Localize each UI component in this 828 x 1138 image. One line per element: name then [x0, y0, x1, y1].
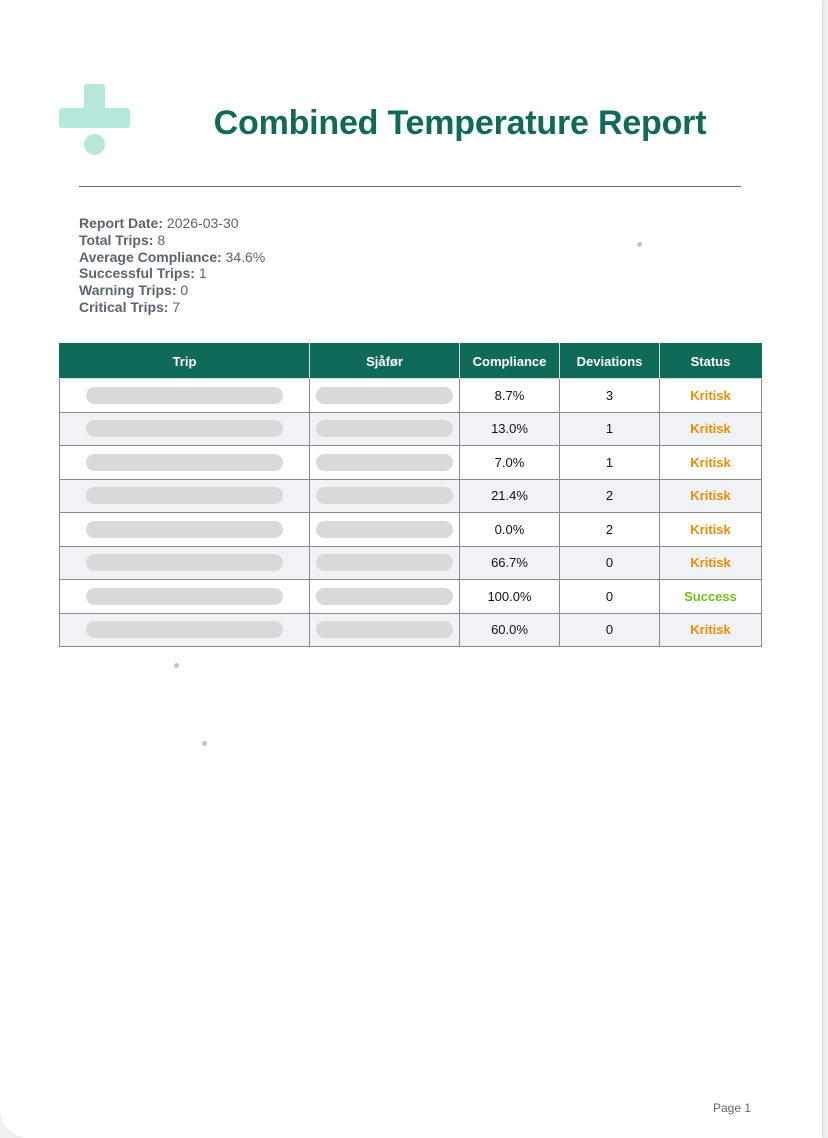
summary-value: 0 — [180, 282, 189, 299]
deviations-cell: 0 — [560, 580, 660, 614]
redacted-trip-name — [86, 521, 283, 538]
compliance-cell: 100.0% — [460, 580, 560, 614]
summary-warning-trips — [79, 282, 265, 299]
summary-label: Average Compliance: — [79, 248, 222, 265]
driver-cell — [310, 546, 460, 580]
medical-cross-logo-icon — [59, 84, 130, 156]
deviations-cell: 0 — [560, 613, 660, 647]
summary-value: 7 — [172, 298, 181, 315]
table-row — [60, 513, 762, 547]
summary-label: Warning Trips: — [79, 282, 177, 299]
status-badge: Success — [684, 588, 737, 604]
page-speck — [637, 242, 642, 247]
trip-cell — [60, 446, 310, 480]
driver-cell — [310, 446, 460, 480]
compliance-cell: 21.4% — [460, 479, 560, 513]
redacted-trip-name — [86, 487, 283, 504]
redacted-trip-name — [86, 387, 283, 404]
trip-cell — [60, 546, 310, 580]
compliance-cell: 13.0% — [460, 412, 560, 446]
compliance-cell: 0.0% — [460, 513, 560, 547]
table-row — [60, 613, 762, 647]
redacted-trip-name — [86, 588, 283, 605]
column-header-driver: Sjåfør — [310, 344, 460, 379]
redacted-driver-name — [316, 621, 453, 638]
table-row — [60, 580, 762, 614]
summary-total-trips — [79, 232, 265, 249]
driver-cell — [310, 513, 460, 547]
driver-cell — [310, 412, 460, 446]
compliance-cell: 66.7% — [460, 546, 560, 580]
status-cell — [660, 479, 762, 513]
trip-cell — [60, 613, 310, 647]
status-cell — [660, 546, 762, 580]
redacted-driver-name — [316, 387, 453, 404]
table-row — [60, 412, 762, 446]
summary-label: Total Trips: — [79, 231, 154, 248]
summary-label: Successful Trips: — [79, 265, 195, 282]
table-row — [60, 379, 762, 413]
driver-cell — [310, 479, 460, 513]
trips-table — [59, 343, 762, 647]
summary-label: Critical Trips: — [79, 298, 169, 315]
compliance-cell: 60.0% — [460, 613, 560, 647]
deviations-cell: 1 — [560, 446, 660, 480]
driver-cell — [310, 580, 460, 614]
table-header-row — [60, 344, 762, 379]
deviations-cell: 0 — [560, 546, 660, 580]
redacted-driver-name — [316, 420, 453, 437]
status-badge: Kritisk — [690, 488, 731, 504]
trip-cell — [60, 379, 310, 413]
driver-cell — [310, 379, 460, 413]
summary-successful-trips — [79, 265, 265, 282]
summary-value: 2026-03-30 — [166, 215, 239, 231]
redacted-driver-name — [316, 554, 453, 571]
deviations-cell: 1 — [560, 412, 660, 446]
redacted-driver-name — [316, 588, 453, 605]
status-cell — [660, 513, 762, 547]
summary-value: 34.6% — [225, 248, 266, 265]
status-badge: Kritisk — [690, 421, 731, 437]
trip-cell — [60, 479, 310, 513]
status-cell — [660, 446, 762, 480]
status-cell — [660, 613, 762, 647]
summary-value: 8 — [157, 231, 166, 248]
page-speck — [202, 741, 207, 746]
status-badge: Kritisk — [690, 521, 731, 537]
redacted-trip-name — [86, 420, 283, 437]
redacted-driver-name — [316, 487, 453, 504]
page-number: Page 1 — [713, 1101, 752, 1115]
trip-cell — [60, 513, 310, 547]
summary-critical-trips — [79, 299, 265, 316]
trip-cell — [60, 580, 310, 614]
summary-block — [79, 215, 265, 316]
table-row — [60, 546, 762, 580]
summary-label: Report Date: — [79, 215, 164, 231]
driver-cell — [310, 613, 460, 647]
summary-average-compliance — [79, 249, 265, 266]
deviations-cell: 2 — [560, 479, 660, 513]
redacted-trip-name — [86, 621, 283, 638]
table-body — [60, 379, 762, 647]
summary-report-date — [79, 215, 265, 232]
status-badge: Kritisk — [690, 454, 731, 470]
compliance-cell: 7.0% — [460, 446, 560, 480]
status-badge: Kritisk — [690, 387, 731, 403]
status-badge: Kritisk — [690, 555, 731, 571]
redacted-driver-name — [316, 454, 453, 471]
redacted-driver-name — [316, 521, 453, 538]
status-cell — [660, 580, 762, 614]
report-title: Combined Temperature Report — [213, 104, 707, 142]
column-header-deviations: Deviations — [560, 344, 660, 379]
status-badge: Kritisk — [690, 622, 731, 638]
column-header-compliance: Compliance — [460, 344, 560, 379]
page-speck — [174, 663, 179, 668]
column-header-trip: Trip — [60, 344, 310, 379]
compliance-cell: 8.7% — [460, 379, 560, 413]
column-header-status: Status — [660, 344, 762, 379]
status-cell — [660, 412, 762, 446]
title-divider — [79, 186, 741, 187]
deviations-cell: 3 — [560, 379, 660, 413]
status-cell — [660, 379, 762, 413]
summary-value: 1 — [198, 265, 207, 282]
table-row — [60, 446, 762, 480]
table-row — [60, 479, 762, 513]
deviations-cell: 2 — [560, 513, 660, 547]
trip-cell — [60, 412, 310, 446]
redacted-trip-name — [86, 454, 283, 471]
redacted-trip-name — [86, 554, 283, 571]
